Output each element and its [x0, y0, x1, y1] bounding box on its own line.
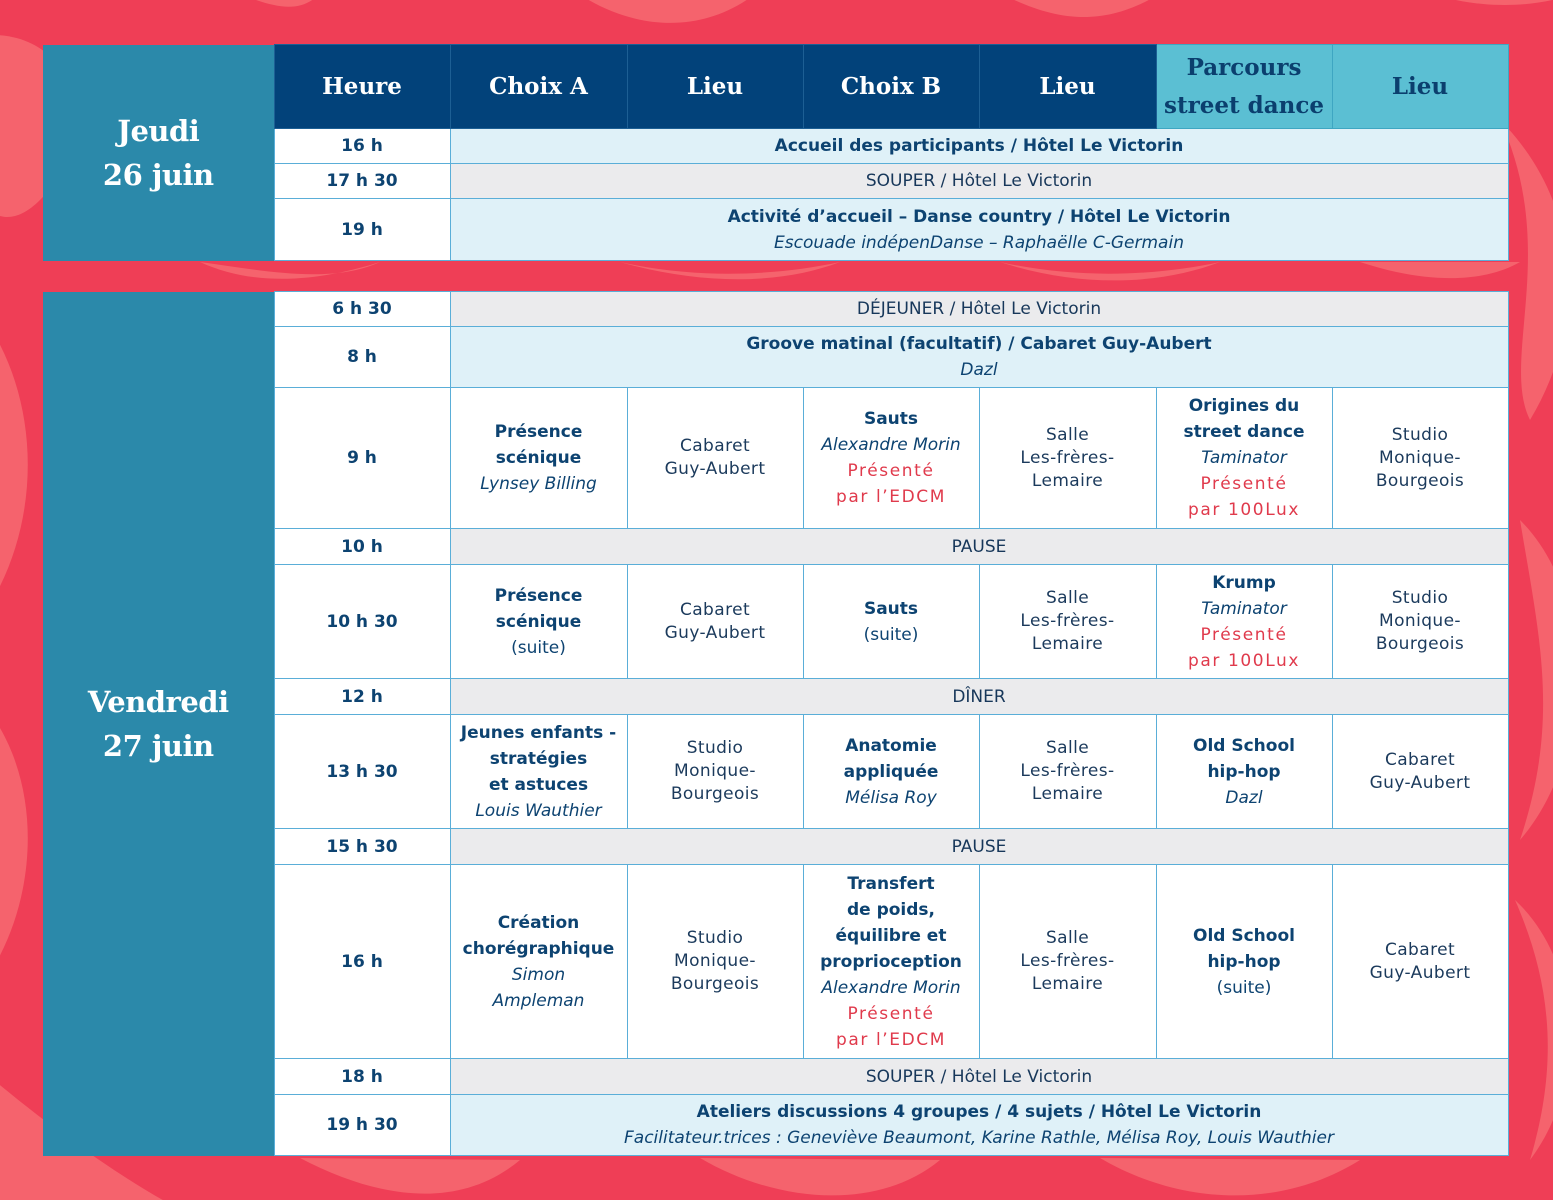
- workshop-title: Old School: [1193, 735, 1295, 756]
- location-line: Monique-: [674, 761, 756, 781]
- workshop-sub: (suite): [863, 624, 919, 645]
- header-row: [43, 45, 1508, 129]
- workshop-street: [1156, 715, 1332, 829]
- workshop-person: Taminator: [1201, 448, 1287, 468]
- time-cell: 19 h: [274, 199, 450, 261]
- workshop-person: Simon: [511, 964, 566, 985]
- location-a: [627, 715, 803, 829]
- location-line: Studio: [1391, 424, 1449, 445]
- col-parcours-line2: street dance: [1164, 91, 1324, 119]
- location-line: Salle: [1045, 424, 1090, 445]
- col-choix-a: Choix A: [450, 45, 627, 129]
- workshop-title: appliquée: [843, 761, 939, 782]
- pause-cell: PAUSE: [450, 529, 1508, 565]
- location-line: Studio: [686, 928, 744, 948]
- location-line: Guy-Aubert: [664, 459, 766, 479]
- presenter-note: par l’EDCM: [835, 1029, 947, 1050]
- workshop-title: Création: [497, 912, 580, 933]
- col-parcours-line1: Parcours: [1186, 53, 1302, 81]
- time-cell: 19 h 30: [274, 1095, 450, 1156]
- event-cell: [450, 1095, 1508, 1156]
- location-b: [979, 388, 1156, 529]
- time-cell: 10 h 30: [274, 565, 450, 679]
- workshop-title: hip-hop: [1207, 761, 1281, 782]
- location-line: Lemaire: [1031, 634, 1104, 654]
- workshop-b: [803, 715, 979, 829]
- event-person: Dazl: [960, 360, 998, 380]
- location-line: Monique-: [1379, 611, 1461, 631]
- workshop-person: Dazl: [1225, 787, 1263, 808]
- presenter-note: Présenté: [847, 1003, 935, 1024]
- location-line: Guy-Aubert: [664, 622, 766, 643]
- location-c: [1332, 388, 1508, 529]
- workshop-person: Mélisa Roy: [845, 787, 937, 808]
- workshop-a: [450, 865, 627, 1059]
- location-b: [979, 715, 1156, 829]
- workshop-title: et astuces: [488, 774, 589, 795]
- workshop-person: Lynsey Billing: [480, 474, 597, 494]
- location-b: [979, 565, 1156, 679]
- time-cell: 10 h: [274, 529, 450, 565]
- day-cell-friday: [43, 292, 274, 1156]
- workshop-sub: (suite): [1216, 977, 1272, 998]
- location-b: [979, 865, 1156, 1059]
- workshop-a: [450, 565, 627, 679]
- location-c: [1332, 865, 1508, 1059]
- location-line: Cabaret: [679, 599, 751, 620]
- meal-cell: SOUPER / Hôtel Le Victorin: [450, 164, 1508, 199]
- workshop-title: Anatomie: [845, 735, 937, 756]
- workshop-title: Sauts: [863, 409, 919, 429]
- col-parcours-street-dance: [1156, 45, 1332, 129]
- location-line: Salle: [1045, 928, 1090, 948]
- location-line: Guy-Aubert: [1369, 772, 1471, 793]
- presenter-note: par l’EDCM: [835, 487, 947, 507]
- workshop-title: chorégraphique: [462, 938, 615, 959]
- workshop-person: Alexandre Morin: [821, 977, 961, 998]
- workshop-street: [1156, 565, 1332, 679]
- workshop-a: [450, 715, 627, 829]
- col-lieu-b: Lieu: [979, 45, 1156, 129]
- location-c: [1332, 565, 1508, 679]
- workshop-a: [450, 388, 627, 529]
- col-lieu-c: Lieu: [1332, 45, 1508, 129]
- time-cell: 16 h: [274, 865, 450, 1059]
- workshop-b: [803, 865, 979, 1059]
- time-cell: 12 h: [274, 679, 450, 715]
- meal-cell: DÎNER: [450, 679, 1508, 715]
- time-cell: 13 h 30: [274, 715, 450, 829]
- workshop-title: scénique: [495, 448, 582, 468]
- location-line: Bourgeois: [1375, 470, 1465, 491]
- col-lieu-a: Lieu: [627, 45, 803, 129]
- workshop-street: [1156, 865, 1332, 1059]
- workshop-title: hip-hop: [1207, 951, 1281, 972]
- location-c: [1332, 715, 1508, 829]
- schedule-friday: [43, 291, 1509, 1156]
- time-cell: 6 h 30: [274, 292, 450, 327]
- location-line: Les-frères-: [1020, 447, 1115, 468]
- workshop-title: Transfert: [847, 873, 935, 894]
- workshop-b: [803, 388, 979, 529]
- workshop-title: Présence: [494, 585, 583, 606]
- location-line: Guy-Aubert: [1369, 962, 1471, 983]
- event-person: Escouade indépenDanse – Raphaëlle C-Germain: [774, 232, 1184, 253]
- event-title: Ateliers discussions 4 groupes / 4 sujets / Hôtel Le Victorin: [696, 1102, 1262, 1122]
- day-name: Vendredi: [87, 684, 229, 719]
- event-cell: [450, 199, 1508, 261]
- pause-cell: PAUSE: [450, 829, 1508, 865]
- workshop-title: Old School: [1193, 925, 1295, 946]
- time-cell: 18 h: [274, 1059, 450, 1095]
- workshop-title: scénique: [495, 611, 582, 632]
- location-line: Les-frères-: [1020, 951, 1115, 971]
- meal-cell: DÉJEUNER / Hôtel Le Victorin: [450, 292, 1508, 327]
- event-cell: [450, 327, 1508, 388]
- location-a: [627, 865, 803, 1059]
- workshop-title: Présence: [494, 422, 583, 442]
- location-line: Les-frères-: [1020, 761, 1115, 781]
- workshop-sub: (suite): [511, 637, 566, 658]
- workshop-title: street dance: [1183, 422, 1305, 442]
- location-line: Lemaire: [1031, 784, 1104, 804]
- workshop-person: Louis Wauthier: [475, 800, 602, 821]
- workshop-title: Jeunes enfants -: [460, 722, 617, 743]
- workshop-title: de poids,: [846, 899, 936, 920]
- schedule-thursday: [43, 44, 1509, 261]
- location-line: Cabaret: [1384, 939, 1456, 960]
- workshop-b: [803, 565, 979, 679]
- location-line: Monique-: [1379, 447, 1461, 468]
- presenter-note: par 100Lux: [1187, 500, 1301, 520]
- presenter-note: Présenté: [1200, 474, 1288, 494]
- location-line: Bourgeois: [1375, 634, 1465, 654]
- location-line: Bourgeois: [670, 974, 760, 994]
- day-name: Jeudi: [117, 113, 200, 148]
- workshop-street: [1156, 388, 1332, 529]
- location-line: Bourgeois: [670, 784, 760, 804]
- location-line: Studio: [686, 738, 744, 758]
- presenter-note: Présenté: [1200, 624, 1288, 645]
- location-line: Salle: [1045, 738, 1090, 758]
- workshop-person: Taminator: [1201, 598, 1287, 619]
- col-heure: Heure: [274, 45, 450, 129]
- location-a: [627, 565, 803, 679]
- workshop-title: Origines du: [1188, 396, 1300, 416]
- location-line: Studio: [1391, 588, 1449, 608]
- workshop-person: Alexandre Morin: [821, 435, 961, 455]
- event-cell: Accueil des participants / Hôtel Le Victorin: [450, 129, 1508, 164]
- location-line: Monique-: [674, 951, 756, 971]
- time-cell: 15 h 30: [274, 829, 450, 865]
- event-person: Facilitateur.trices : Geneviève Beaumont, Karine Rathle, Mélisa Roy, Louis Wauthier: [624, 1128, 1334, 1148]
- workshop-title: proprioception: [820, 951, 962, 972]
- time-cell: 17 h 30: [274, 164, 450, 199]
- time-cell: 9 h: [274, 388, 450, 529]
- workshop-title: Krump: [1212, 572, 1276, 593]
- location-a: [627, 388, 803, 529]
- workshop-person: Ampleman: [492, 990, 585, 1011]
- location-line: Lemaire: [1031, 470, 1104, 491]
- location-line: Les-frères-: [1020, 611, 1115, 631]
- location-line: Cabaret: [679, 436, 751, 456]
- workshop-title: Sauts: [863, 598, 919, 619]
- meal-cell: SOUPER / Hôtel Le Victorin: [450, 1059, 1508, 1095]
- location-line: Salle: [1045, 588, 1090, 608]
- event-title: Activité d’accueil – Danse country / Hôtel Le Victorin: [727, 206, 1231, 227]
- time-cell: 8 h: [274, 327, 450, 388]
- table-row: [43, 292, 1508, 327]
- day-cell-thursday: [43, 45, 274, 261]
- event-title: Groove matinal (facultatif) / Cabaret Guy-Aubert: [746, 334, 1212, 354]
- presenter-note: par 100Lux: [1187, 650, 1301, 671]
- day-date: 26 juin: [102, 157, 214, 192]
- workshop-title: équilibre et: [835, 925, 947, 946]
- location-line: Cabaret: [1384, 749, 1456, 770]
- time-cell: 16 h: [274, 129, 450, 164]
- day-date: 27 juin: [102, 728, 214, 763]
- presenter-note: Présenté: [847, 461, 935, 481]
- col-choix-b: Choix B: [803, 45, 979, 129]
- workshop-title: stratégies: [489, 748, 588, 769]
- location-line: Lemaire: [1031, 974, 1104, 994]
